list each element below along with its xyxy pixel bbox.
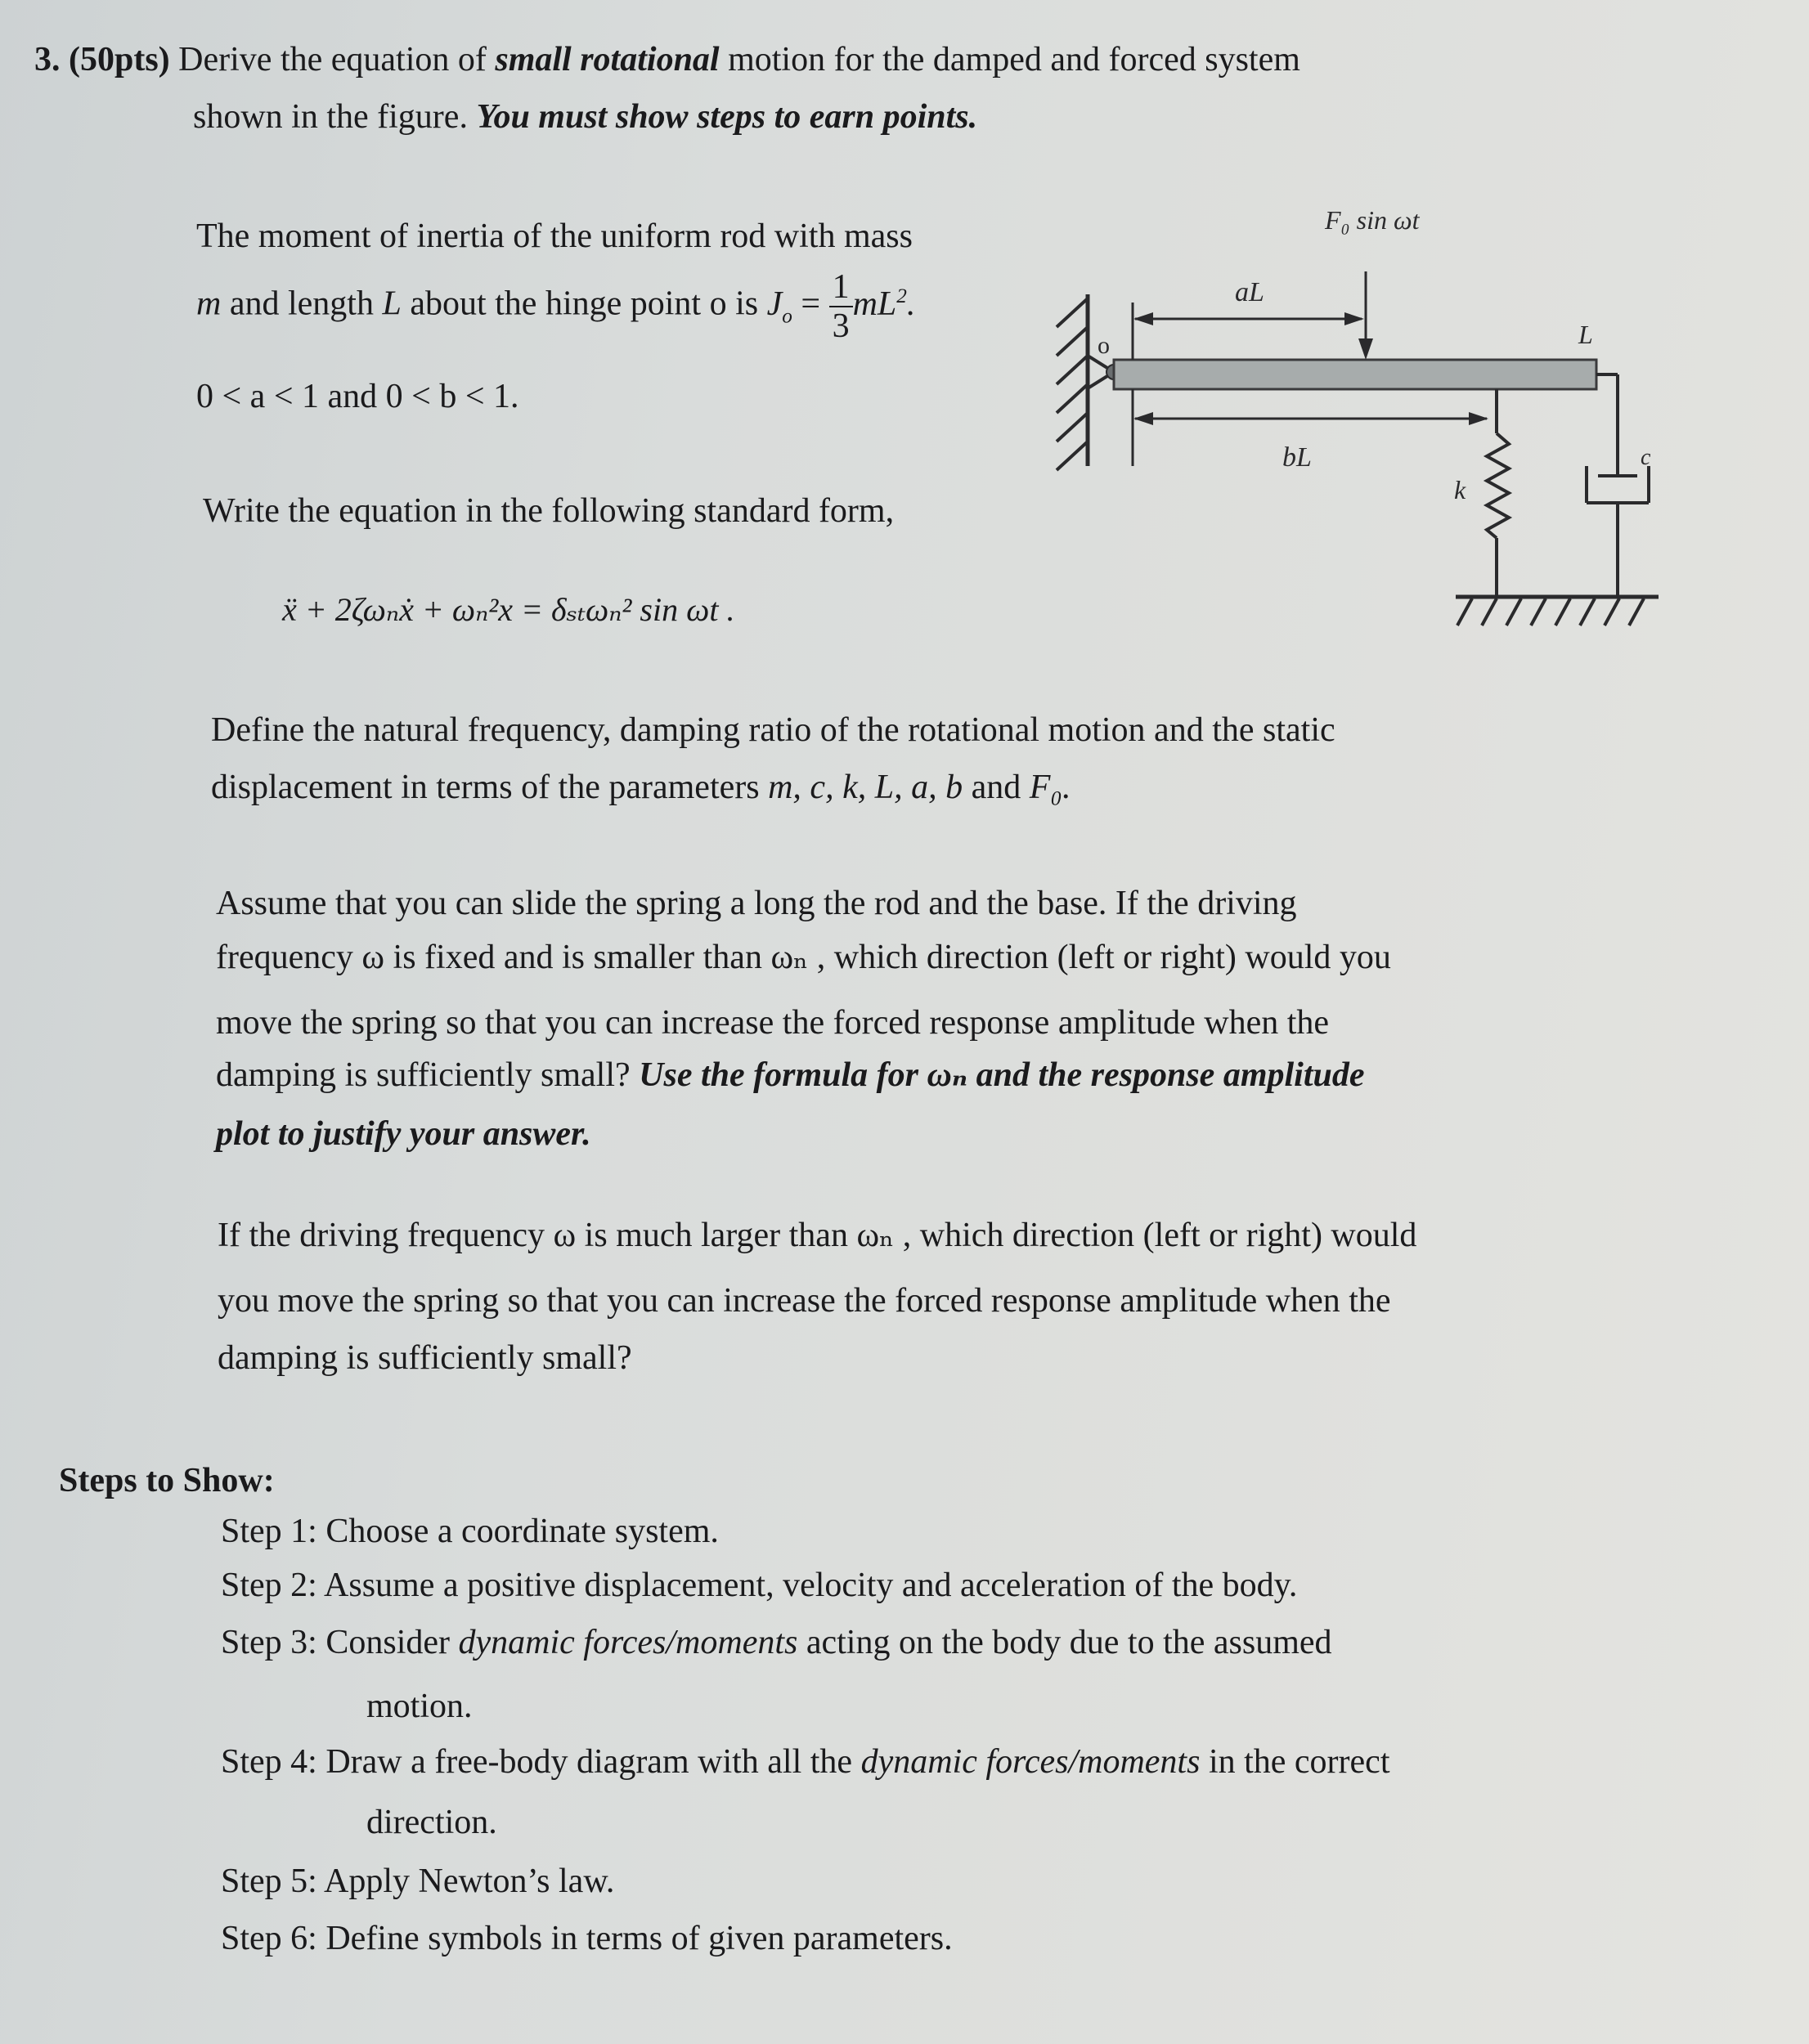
period: .: [906, 285, 916, 323]
force-arrow-head: [1358, 338, 1373, 360]
inertia-formula: [766, 268, 916, 345]
aL-label: aL: [1235, 277, 1264, 307]
equals: =: [792, 285, 829, 323]
assume-line-5: plot to justify your answer.: [216, 1115, 591, 1153]
step-4-continued: direction.: [366, 1804, 497, 1841]
problem-text-1b: motion for the damped and forced system: [719, 41, 1300, 78]
wall-hatching: [1057, 298, 1088, 470]
define-params: m, c, k, L, a, b: [768, 769, 963, 806]
bL-arrow-left: [1133, 412, 1153, 425]
J-symbol: J: [766, 285, 783, 323]
ground-hatching: [1457, 598, 1644, 625]
step-6: Step 6: Define symbols in terms of given parameters.: [221, 1920, 953, 1957]
spring: [1487, 389, 1509, 597]
damper-label-c: c: [1641, 445, 1651, 470]
assume-line-4: [216, 1055, 1365, 1096]
aL-arrow-left: [1133, 312, 1153, 325]
spring-label-k: k: [1454, 475, 1466, 504]
J-subscript: o: [782, 305, 792, 328]
define-line-1: Define the natural frequency, damping ratio of the rotational motion and the static: [211, 711, 1335, 749]
problem-number: 3.: [34, 41, 61, 78]
rod-system-diagram: [1039, 196, 1677, 654]
step-3: [221, 1622, 1332, 1663]
assume-line-2: frequency ω is fixed and is smaller than ωₙ , which direction (left or right) would you: [216, 939, 1391, 976]
define-line-2: [211, 767, 1071, 808]
bL-arrow-right: [1469, 412, 1488, 425]
inertia-text: and length: [221, 285, 383, 323]
damper: [1587, 374, 1649, 597]
standard-form-intro: Write the equation in the following standard form,: [203, 492, 895, 530]
L-label: L: [1578, 320, 1593, 349]
steps-heading: Steps to Show:: [59, 1462, 275, 1499]
problem-emph-2: You must show steps to earn points.: [476, 98, 978, 136]
problem-line-2: [193, 96, 977, 137]
assume-text-4: damping is sufficiently small?: [216, 1056, 640, 1094]
assume-line-1: Assume that you can slide the spring a long the rod and the base. If the driving: [216, 885, 1297, 922]
mL: mL: [852, 285, 897, 323]
bL-label: bL: [1282, 442, 1312, 473]
problem-line-1: [34, 39, 1300, 80]
var-L: L: [382, 285, 402, 323]
step-3-continued: motion.: [366, 1688, 473, 1725]
problem-text-2: shown in the figure.: [193, 98, 477, 136]
inertia-line-1: The moment of inertia of the uniform rod with mass: [196, 217, 913, 255]
step-4-emph: dynamic forces/moments: [860, 1743, 1201, 1781]
define-and: and: [963, 769, 1030, 806]
constraints: 0 < a < 1 and 0 < b < 1.: [196, 378, 519, 415]
problem-text-1: Derive the equation of: [178, 41, 496, 78]
step-4-text-b: in the correct: [1200, 1743, 1390, 1781]
hinge-label-o: o: [1098, 332, 1110, 359]
frac-num: 1: [829, 270, 853, 307]
inertia-line-2: [196, 270, 915, 343]
define-text: displacement in terms of the parameters: [211, 769, 769, 806]
mL-sup: 2: [896, 285, 907, 307]
larger-line-3: damping is sufficiently small?: [218, 1339, 632, 1377]
rod: [1114, 360, 1596, 389]
step-3-text-b: acting on the body due to the assumed: [797, 1624, 1332, 1661]
aL-arrow-right: [1344, 312, 1364, 325]
step-2: Step 2: Assume a positive displacement, velocity and acceleration of the body.: [221, 1567, 1298, 1604]
problem-emph-1: small rotational: [495, 41, 720, 78]
inertia-text-b: about the hinge point o is: [401, 285, 767, 323]
larger-line-1: If the driving frequency ω is much larger than ωₙ , which direction (left or right) would: [218, 1217, 1417, 1254]
step-1: Step 1: Choose a coordinate system.: [221, 1513, 719, 1550]
step-3-text: Step 3: Consider: [221, 1624, 459, 1661]
fraction-one-third: [829, 270, 853, 343]
larger-line-2: you move the spring so that you can increase the forced response amplitude when the: [218, 1282, 1391, 1320]
assume-line-3: move the spring so that you can increase the forced response amplitude when the: [216, 1004, 1330, 1042]
problem-points: (50pts): [69, 41, 170, 78]
define-F0: F₀.: [1029, 769, 1071, 806]
step-3-emph: dynamic forces/moments: [458, 1624, 798, 1661]
assume-emph-4: Use the formula for ωₙ and the response amplitude: [639, 1056, 1365, 1094]
force-label: F₀ sin ωt: [1325, 205, 1420, 235]
var-m: m: [196, 285, 222, 323]
step-5: Step 5: Apply Newton’s law.: [221, 1862, 615, 1900]
frac-den: 3: [832, 307, 850, 345]
standard-form-equation: ẍ + 2ζωₙẋ + ωₙ²x = δₛₜωₙ² sin ωt .: [282, 591, 735, 628]
step-4: [221, 1741, 1389, 1782]
step-4-text: Step 4: Draw a free-body diagram with all the: [221, 1743, 861, 1781]
